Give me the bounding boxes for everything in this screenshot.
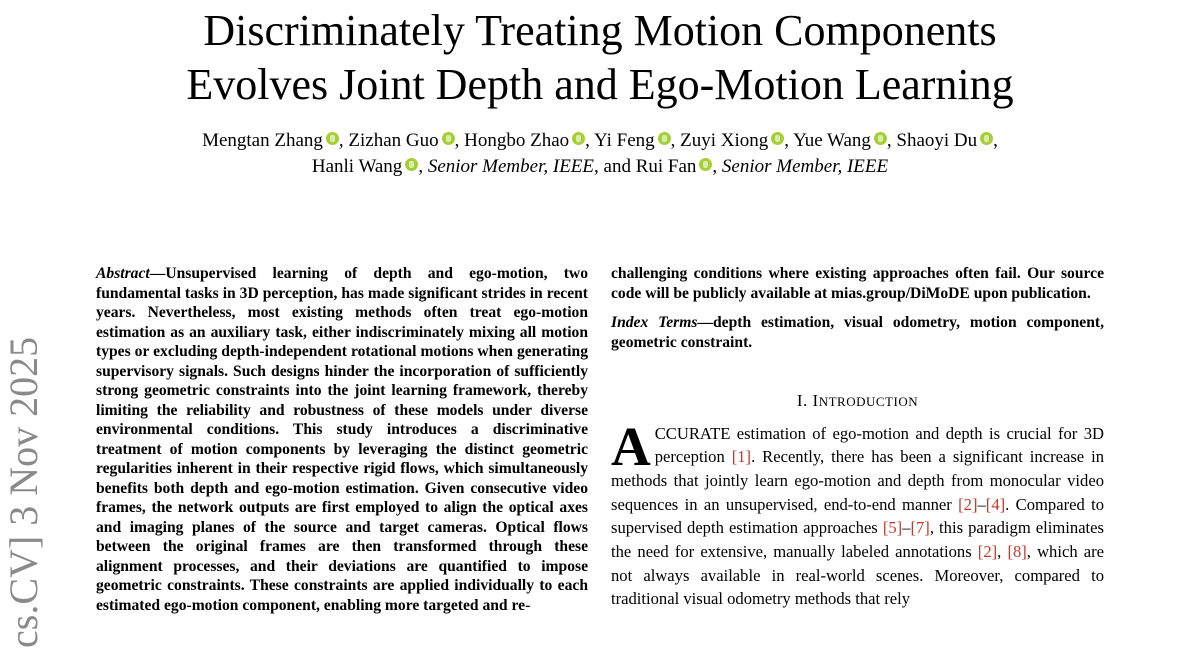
citation-link[interactable]: [2] <box>958 494 978 514</box>
orcid-icon[interactable] <box>572 132 585 145</box>
index-terms-text: depth estimation, visual odometry, motion component, geometric constraint. <box>611 314 1104 351</box>
orcid-icon[interactable] <box>326 132 339 145</box>
author-line-2: Hanli Wang , Senior Member, IEEE, and Rui Fan , Senior Member, IEEE <box>311 156 889 177</box>
abstract-text: Unsupervised learning of depth and ego-motion, two fundamental tasks in 3D perception, has made significant strides in recent years. Nevertheless, most existing methods often treat ego-motion estimation as an auxiliary task, either indiscriminately mixing all motion types or excluding depth-independent rotational motions when generating supervisory signals. Such designs hinder the incorporation of sufficiently strong geometric constraints into the joint learning framework, thereby limiting the reliability and robustness of these models under diverse environmental conditions. This study introduces a discriminative treatment of motion components by leveraging the distinct geometric regularities inherent in their respective rigid flows, which simultaneously benefits both depth and ego-motion estimation. Given consecutive video frames, the network outputs are first employed to align the optical axes and imaging planes of the source and target cameras. Optical flows between the original frames are then transformed through these alignment processes, and their deviations are quantified to impose geometric constraints. These constraints are applied individually to each estimated ego-motion component, enabling more targeted and re- <box>96 265 588 614</box>
right-column <box>611 264 1104 611</box>
title-line-2: Evolves Joint Depth and Ego-Motion Learning <box>186 60 1014 109</box>
orcid-icon[interactable] <box>980 132 993 145</box>
paper-title <box>0 4 1200 112</box>
section-heading: I. INTRODUCTION <box>796 391 919 410</box>
citation-link[interactable]: [8] <box>1007 542 1027 562</box>
orcid-icon[interactable] <box>874 132 887 145</box>
citation-link[interactable]: [2] <box>977 542 998 562</box>
title-line-1: Discriminately Treating Motion Components <box>203 6 997 55</box>
abstract: Abstract—Unsupervised learning of depth and ego-motion, two fundamental tasks in 3D perception, has made significant strides in recent years. Nevertheless, most existing methods often treat ego-motion estimation as an auxiliary task, either indiscriminately mixing all motion types or excluding depth-independent rotational motions when generating supervisory signals. Such designs hinder the incorporation of sufficiently strong geometric constraints into the joint learning framework, thereby limiting the reliability and robustness of these models under diverse environmental conditions. This study introduces a discriminative treatment of motion components by leveraging the distinct geometric regularities inherent in their respective rigid flows, which simultaneously benefits both depth and ego-motion estimation. Given consecutive video frames, the network outputs are first employed to align the optical axes and imaging planes of the source and target cameras. Optical flows between the original frames are then transformed through these alignment processes, and their deviations are quantified to impose geometric constraints. These constraints are applied individually to each estimated ego-motion component, enabling more targeted and re- <box>96 265 588 614</box>
orcid-icon[interactable] <box>405 158 418 171</box>
author-name: Yue Wang <box>793 130 871 151</box>
abstract-column <box>96 264 588 615</box>
author-name: Hongbo Zhao <box>464 130 570 151</box>
citation-link[interactable]: [5] <box>882 518 903 538</box>
drop-cap: A <box>611 415 651 477</box>
author-name: Mengtan Zhang <box>202 130 323 151</box>
author-affiliation: Senior Member, IEEE <box>427 156 595 177</box>
orcid-icon[interactable] <box>442 132 455 145</box>
index-terms-label: Index Terms <box>611 314 698 331</box>
author-name: Zizhan Guo <box>348 130 439 151</box>
author-name: Zuyi Xiong <box>680 130 769 151</box>
abstract-label: Abstract <box>96 265 150 282</box>
abstract-continuation: challenging conditions where existing approaches often fail. Our source code will be publicly available at mias.group/DiMoDE upon publication. <box>611 265 1104 302</box>
author-name: Hanli Wang <box>311 156 403 177</box>
orcid-icon[interactable] <box>658 132 671 145</box>
author-name: Shaoyi Du <box>896 130 978 151</box>
orcid-icon[interactable] <box>771 132 784 145</box>
author-name: Rui Fan <box>635 156 697 177</box>
citation-link[interactable]: [1] <box>731 447 752 467</box>
index-terms: Index Terms—depth estimation, visual odometry, motion component, geometric constraint. <box>611 314 1104 351</box>
author-list <box>0 128 1200 180</box>
orcid-icon[interactable] <box>699 158 712 171</box>
intro-paragraph: ACCURATE estimation of ego-motion and depth is crucial for 3D perception [1]. Recently, there has been a significant increase in methods that jointly learn ego-motion and depth from monocular video sequences in an unsupervised, end-to-end manner [2]–[4]. Compared to supervised depth estimation approaches [5]–[7], this paradigm eliminates the need for extensive, manually labeled annotations [2], [8], which are not always available in real-world scenes. Moreover, compared to traditional visual odometry methods that rely <box>611 415 1105 609</box>
citation-link[interactable]: [7] <box>910 518 930 538</box>
arxiv-stamp: cs.CV] 3 Nov 2025 <box>1 336 46 648</box>
author-affiliation: Senior Member, IEEE <box>721 156 889 177</box>
author-line-1: Mengtan Zhang , Zizhan Guo , Hongbo Zhao , Yi Feng , Zuyi Xiong , Yue Wang , Shaoyi Du , <box>202 130 998 151</box>
author-name: Yi Feng <box>593 130 655 151</box>
citation-link[interactable]: [4] <box>985 494 1006 514</box>
